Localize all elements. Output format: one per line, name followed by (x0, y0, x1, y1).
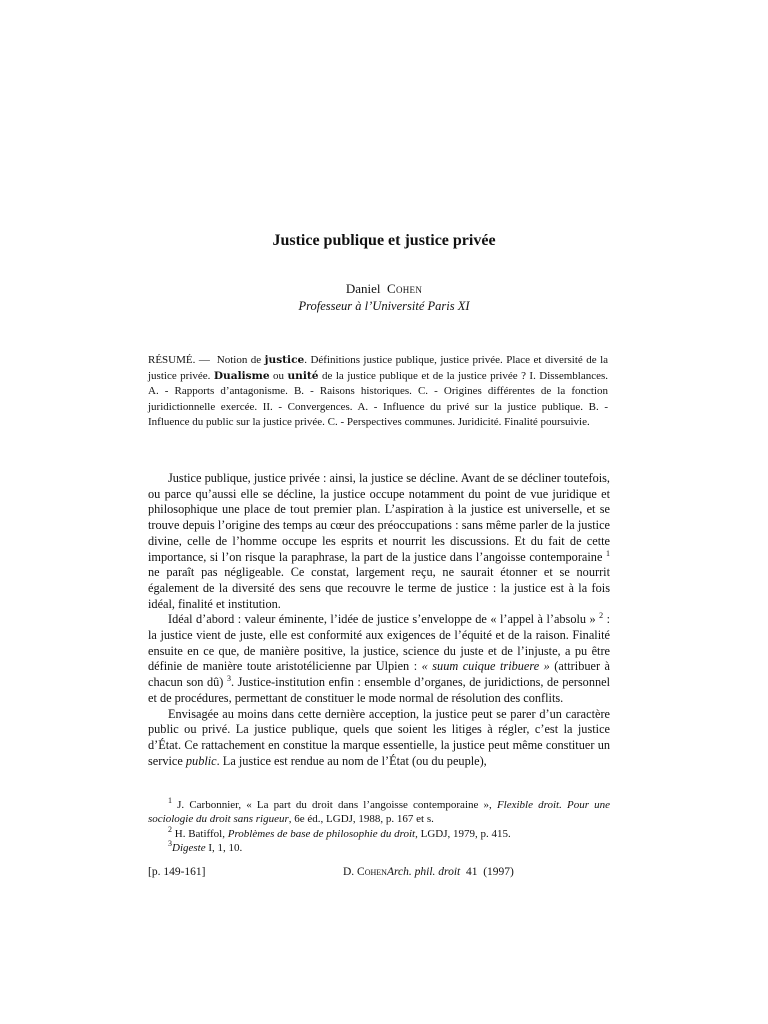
author-affiliation: Professeur à l’Université Paris XI (298, 299, 470, 313)
abstract (148, 353, 608, 431)
paragraph (148, 707, 610, 770)
footnote-number: 3 (168, 838, 172, 848)
text-run: . Justice-institution enfin : ensemble d’organes, de juridictions, de personnel et de procédures, permettant de constituer le mode normal de résolution des conflits. (148, 675, 611, 705)
text-run: . La justice est rendue au nom de l’État (ou du peuple), (216, 753, 487, 768)
emphasis: public (185, 753, 217, 768)
footnote-1 (148, 798, 610, 827)
latin-quote: « suum cuique tribuere » (421, 659, 550, 674)
footnote-3 (148, 838, 610, 855)
author-last-name: Cohen (386, 281, 423, 296)
footnote-text: I, 1, 10. (208, 841, 243, 854)
paragraph (148, 471, 610, 612)
text-run: Idéal d’abord : valeur éminente, l’idée de justice s’enveloppe de « l’appel à l’absolu » (168, 612, 596, 627)
page-range: [p. 149-161] (148, 866, 206, 878)
keyword-unite: unité (287, 369, 319, 382)
article-title: Justice publique et justice privée (272, 232, 496, 249)
footnote-2 (148, 824, 610, 841)
footnote-ref-3[interactable]: 3 (226, 674, 231, 684)
footnote-text: , LGDJ, 1979, p. 415. (415, 827, 511, 840)
footnotes (148, 798, 610, 855)
footnote-ref-2[interactable]: 2 (599, 611, 604, 621)
footnote-number: 2 (168, 824, 172, 834)
footnote-text: , 6e éd., LGDJ, 1988, p. 167 et s. (288, 813, 434, 826)
footer-author: D. Cohen (343, 866, 387, 878)
text-run: Justice publique, justice privée : ainsi, la justice se décline. Avant de se décliner toutefois, ou parce qu’aussi elle se décline, la justice occupe notamment du point de vue juridique et philosophique une place de tout premier plan. L’aspiration à la justice est universelle, et se trouve depuis l’origine des temps au cœur des préoccupations : sans même parler de la justice divine, celle de l’homme occupe les esprits et nourrit les discussions. Et du fait de cette importance, si l’on risque la paraphrase, la part de la justice dans l’angoisse contemporaine (148, 471, 610, 564)
journal-year: (1997) (483, 866, 514, 878)
abstract-text: . Définitions justice publique, justice privée. Place et diversité de la justice privée. (148, 354, 609, 382)
footnote-text: J. Carbonnier, « La part du droit dans l’angoisse contemporaine », (177, 799, 492, 811)
journal-name: Arch. phil. droit (386, 866, 461, 878)
abstract-text: de la justice publique et de la justice privée ? I. Dissemblances. A. - Rapports d’antagonisme. B. - Raisons historiques. C. - Origines différentes de la fonction juridictionnelle exercée. II. - Convergences. A. - Influence du privé sur la justice publique. B. - Influence du public sur la justice privée. C. - Perspectives communes. Juridicité. Finalité poursuivie. (148, 369, 608, 429)
footnote-title: Flexible droit. Pour une sociologie du droit sans rigueur (148, 799, 611, 826)
text-run: (attribuer à chacun son dû) (148, 659, 610, 690)
running-footer (343, 866, 514, 878)
author-name (0, 281, 768, 297)
body-text (148, 471, 610, 769)
footnote-ref-1[interactable]: 1 (606, 548, 610, 558)
keyword-dualisme: Dualisme (213, 369, 270, 382)
keyword-justice: justice (264, 354, 305, 366)
abstract-text: ou (273, 369, 285, 382)
journal-volume: 41 (465, 866, 478, 878)
text-run: : la justice vient de juste, elle est conformité aux exigences de l’équité et de la raison. Finalité ensuite en ce que, de manière positive, la justice, science du juste et de l’injuste, a pu être définie de manière toute aristotélicienne par Ulpien : (148, 612, 610, 674)
footnote-number: 1 (168, 796, 172, 805)
abstract-label: RÉSUMÉ. — (148, 354, 210, 366)
text-run: ne paraît pas négligeable. Ce constat, largement reçu, ne saurait étonner et se nourrit également de la diversité des sens que recouvre le terme de justice : la justice est à la fois idéal, finalité et institution. (148, 565, 610, 611)
paragraph (148, 612, 610, 706)
text-run: Envisagée au moins dans cette dernière acception, la justice peut se parer d’un caractère public ou privé. La justice publique, quels que soient les litiges à régler, c’est la justice d’État. Ce rattachement en constitue la marque essentielle, la justice peut même constituer un service (148, 706, 610, 768)
footnote-title: Problèmes de base de philosophie du droit (227, 827, 416, 840)
author-first-name: Daniel (345, 281, 381, 296)
abstract-text: Notion de (216, 354, 262, 366)
footnote-title: Digeste (172, 841, 206, 854)
footnote-text: H. Batiffol, (174, 827, 225, 840)
